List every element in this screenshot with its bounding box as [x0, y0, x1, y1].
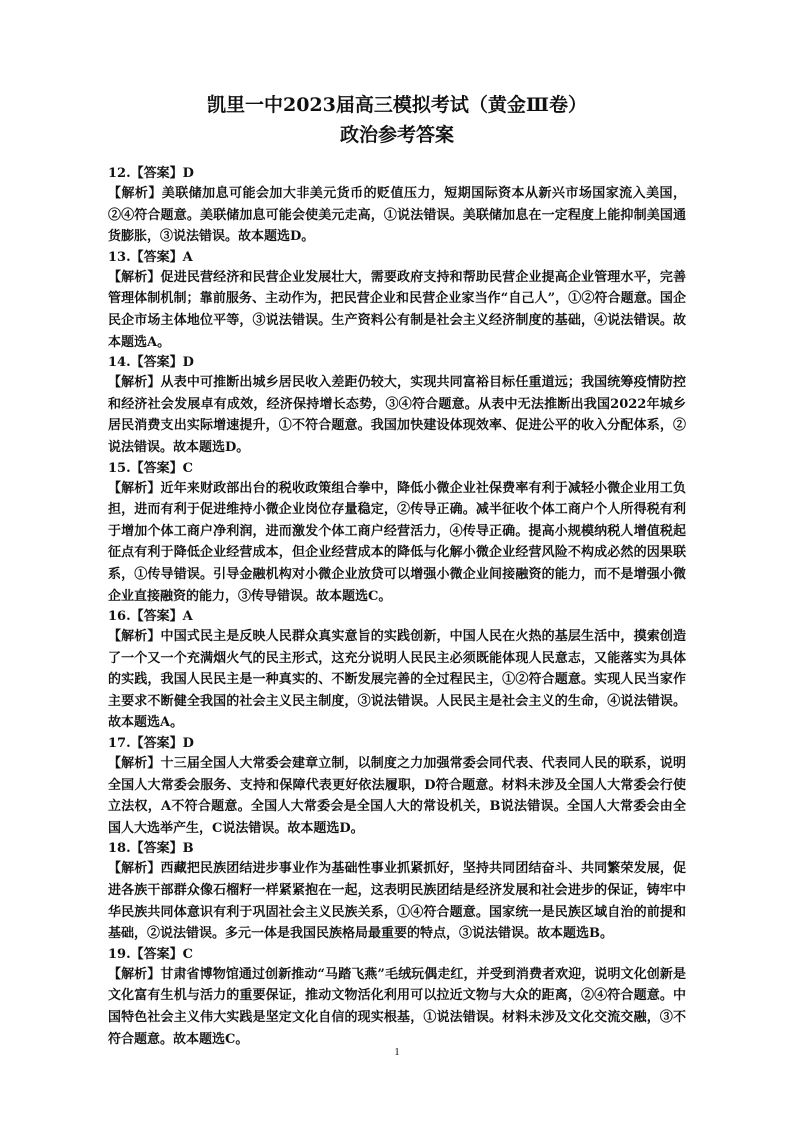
question-17	[108, 734, 686, 839]
question-16	[108, 607, 686, 734]
question-14	[108, 353, 686, 458]
analysis-paragraph: 【解析】从表中可推断出城乡居民收入差距仍较大，实现共同富裕目标任重道远；我国统筹疫情防控和经济社会发展卓有成效，经济保持增长态势，③④符合题意。从表中无法推断出我国2022年城乡居民消费支出实际增速提升，①不符合题意。我国加快建设体现效率、促进公平的收入分配体系，②说法错误。故本题选D。	[108, 375, 686, 455]
question-18	[108, 839, 686, 944]
analysis-paragraph: 【解析】美联储加息可能会加大非美元货币的贬值压力，短期国际资本从新兴市场国家流入美国，②④符合题意。美联储加息可能会使美元走高，①说法错误。美联储加息在一定程度上能抑制美国通货膨胀，③说法错误。故本题选D。	[108, 186, 686, 245]
analysis-paragraph: 【解析】西藏把民族团结进步事业作为基础性事业抓紧抓好，坚持共同团结奋斗、共同繁荣发展，促进各族干部群众像石榴籽一样紧紧抱在一起，这表明民族团结是经济发展和社会进步的保证，铸牢中华民族共同体意识有利于巩固社会主义民族关系，①④符合题意。国家统一是民族区域自治的前提和基础，②说法错误。多元一体是我国民族格局最重要的特点，③说法错误。故本题选B。	[108, 861, 686, 942]
answer-line: 18.【答案】B	[108, 841, 194, 857]
analysis-paragraph: 【解析】甘肃省博物馆通过创新推动“马踏飞燕”毛绒玩偶走红，并受到消费者欢迎，说明文化创新是文化富有生机与活力的重要保证，推动文物活化利用可以拉近文物与大众的距离，②④符合题意。中国特色社会主义伟大实践是坚定文化自信的现实根基，①说法错误。材料未涉及文化交流交融，③不符合题意。故本题选C。	[108, 966, 686, 1047]
question-13	[108, 248, 686, 353]
answer-line: 15.【答案】C	[108, 460, 193, 476]
question-15	[108, 459, 686, 608]
document-subtitle: 政治参考答案	[339, 124, 454, 146]
answer-line: 19.【答案】C	[108, 946, 193, 962]
analysis-paragraph: 【解析】促进民营经济和民营企业发展壮大，需要政府支持和帮助民营企业提高企业管理水平，完善管理体制机制；靠前服务、主动作为，把民营企业和民营企业家当作“自己人”，①②符合题意。国企民企市场主体地位平等，③说法错误。生产资料公有制是社会主义经济制度的基础，④说法错误。故本题选A。	[108, 269, 686, 350]
answer-line: 14.【答案】D	[108, 355, 194, 371]
answer-sheet	[108, 90, 686, 1050]
answer-line: 17.【答案】D	[108, 736, 194, 752]
question-12	[108, 164, 686, 248]
analysis-paragraph: 【解析】近年来财政部出台的税收政策组合拳中，降低小微企业社保费率有利于减轻小微企业用工负担，进而有利于促进维持小微企业岗位存量稳定，②传导正确。减半征收个体工商户个人所得税有利于增加个体工商户净利润，进而激发个体工商户经营活力，④传导正确。提高小规模纳税人增值税起征点有利于降低企业经营成本，但企业经营成本的降低与化解小微企业经营风险不构成必然的因果联系，①传导错误。引导金融机构对小微企业放贷可以增强小微企业间接融资的能力，而不是增强小微企业直接融资的能力，③传导错误。故本题选C。	[108, 480, 686, 604]
page-number: 1	[394, 1046, 400, 1058]
answer-line: 12.【答案】D	[108, 166, 194, 181]
answer-line: 16.【答案】A	[108, 609, 193, 625]
analysis-paragraph: 【解析】十三届全国人大常委会建章立制，以制度之力加强常委会同代表、代表同人民的联系，说明全国人大常委会服务、支持和保障代表更好依法履职，D符合题意。材料未涉及全国人大常委会行使立法权，A不符合题意。全国人大常委会是全国人大的常设机关，B说法错误。全国人大常委会由全国人大选举产生，C说法错误。故本题选D。	[108, 756, 686, 836]
question-19	[108, 945, 686, 1050]
answer-line: 13.【答案】A	[108, 249, 193, 265]
document-title: 凯里一中2023届高三模拟考试（黄金Ⅲ卷）	[206, 94, 588, 116]
analysis-paragraph: 【解析】中国式民主是反映人民群众真实意旨的实践创新，中国人民在火热的基层生活中，摸索创造了一个又一个充满烟火气的民主形式，这充分说明人民民主必须既能体现人民意志，又能落实为具体的实践，我国人民民主是一种真实的、不断发展完善的全过程民主，①②符合题意。实现人民当家作主要求不断健全我国的社会主义民主制度，③说法错误。人民民主是社会主义的生命，④说法错误。故本题选A。	[108, 629, 686, 731]
